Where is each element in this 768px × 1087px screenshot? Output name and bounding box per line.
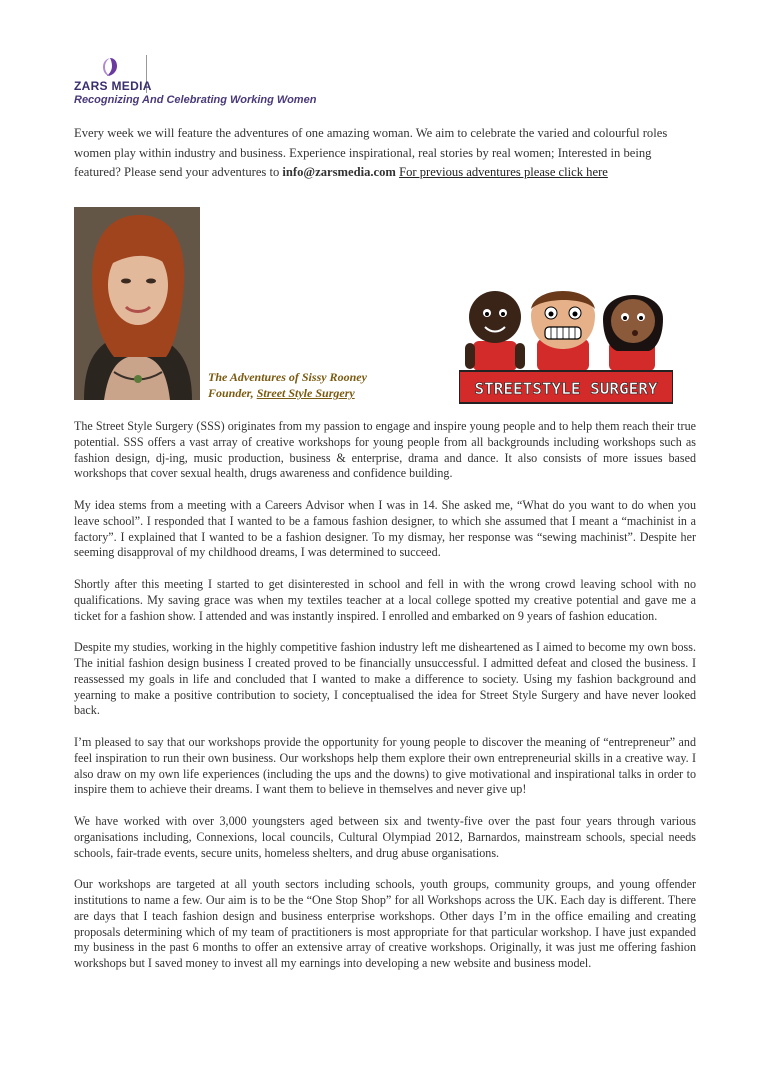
brand-name: ZARS MEDIA (74, 79, 152, 93)
feature-title: The Adventures of Sissy Rooney (208, 370, 367, 384)
feature-caption (208, 369, 367, 401)
street-style-surgery-logo (459, 279, 673, 405)
article-paragraph: I’m pleased to say that our workshops provide the opportunity for young people to discover the meaning of “entrepreneur” and feel inspiration to run their own business. Our workshops help them explore their own entrepreneurial skills in a creative way. I also draw on my own life experiences (including the ups and the downs) to give motivational and inspirational talks in order to inspire them to achieve their dreams. I want them to believe in themselves and never give up! (74, 734, 696, 797)
feature-role (208, 385, 367, 401)
feature-role-prefix: Founder, (208, 386, 257, 400)
brand-mark-icon (102, 57, 118, 77)
intro-paragraph (74, 124, 700, 183)
logo-banner-text: STREETSTYLE SURGERY (474, 379, 658, 398)
article-body (74, 419, 696, 988)
article-paragraph: Shortly after this meeting I started to get disinterested in school and fell in with the wrong crowd leaving school with no qualifications. My saving grace was when my textiles teacher at a local college spotted my creative potential and gave me a ticket for a fashion show. I attended and was instantly inspired. I enrolled and embarked on 9 years of fashion education. (74, 576, 696, 623)
brand-tagline: Recognizing And Celebrating Working Women (74, 94, 317, 106)
article-paragraph: We have worked with over 3,000 youngsters aged between six and twenty-five over the past four years through various organisations including, Connexions, local councils, Cultural Olympiad 2012, Barnardos, mainstream schools, special needs schools, fair-trade events, secure units, homeless shelters, and drug abuse organisations. (74, 813, 696, 860)
article-paragraph: My idea stems from a meeting with a Careers Advisor when I was in 14. She asked me, “What do you want to do when you leave school”. I responded that I wanted to be a famous fashion designer, to which she assumed that I meant a “machinist in a factory”. I explained that I wanted to be a fashion designer. To my dismay, her response was “sewing machinist”. Despite her seeming disapproval of my childhood dreams, I was determined to succeed. (74, 497, 696, 560)
article-paragraph: Despite my studies, working in the highly competitive fashion industry left me disheartened as I aimed to become my own boss. The initial fashion design business I created proved to be financially unsuccessful. I admitted defeat and closed the business. I reassessed my goals in life and concluded that I wanted to make a difference to society. Using my fashion background and yearning to make a positive contribution to society, I conceptualised the idea for Street Style Surgery and have never looked back. (74, 640, 696, 718)
article-paragraph: The Street Style Surgery (SSS) originates from my passion to engage and inspire young people and to help them reach their true potential. SSS offers a vast array of creative workshops for young people from all backgrounds including workshops such as fashion design, dj-ing, music production, business & enterprise, drama and dance. It also consists of more issues based workshops that cover sexual health, drugs awareness and confidence building. (74, 419, 696, 481)
logo-figure-middle (531, 291, 595, 371)
logo-figure-right (603, 295, 663, 371)
article-paragraph: Our workshops are targeted at all youth sectors including schools, youth groups, community groups, and young offender institutions to name a few. Our aim is to be the “One Stop Shop” for all Workshops across the UK. Each day is different. There are days that I teach fashion design and business enterprise workshops. Other days I’m in the office emailing and creating proposals determining which of my team of practitioners is most appropriate for that particular workshop. I have just expanded my business in the past 6 months to offer an extensive array of creative workshops. Originally, it was just me offering fashion workshops but I saved money to invest all my earnings into developing a new website and business model. (74, 877, 696, 971)
intro-text: Every week we will feature the adventures of one amazing woman. We aim to celebrate the varied and colourful roles women play within industry and business. Experience inspirational, real stories by real women; Interested in being featured? Please send your adventures to (74, 126, 668, 179)
company-link[interactable]: Street Style Surgery (256, 386, 355, 400)
contact-email[interactable]: info@zarsmedia.com (282, 165, 396, 179)
portrait-photo (74, 207, 200, 400)
logo-figure-left (465, 291, 525, 371)
previous-adventures-link[interactable]: For previous adventures please click here (399, 165, 608, 179)
